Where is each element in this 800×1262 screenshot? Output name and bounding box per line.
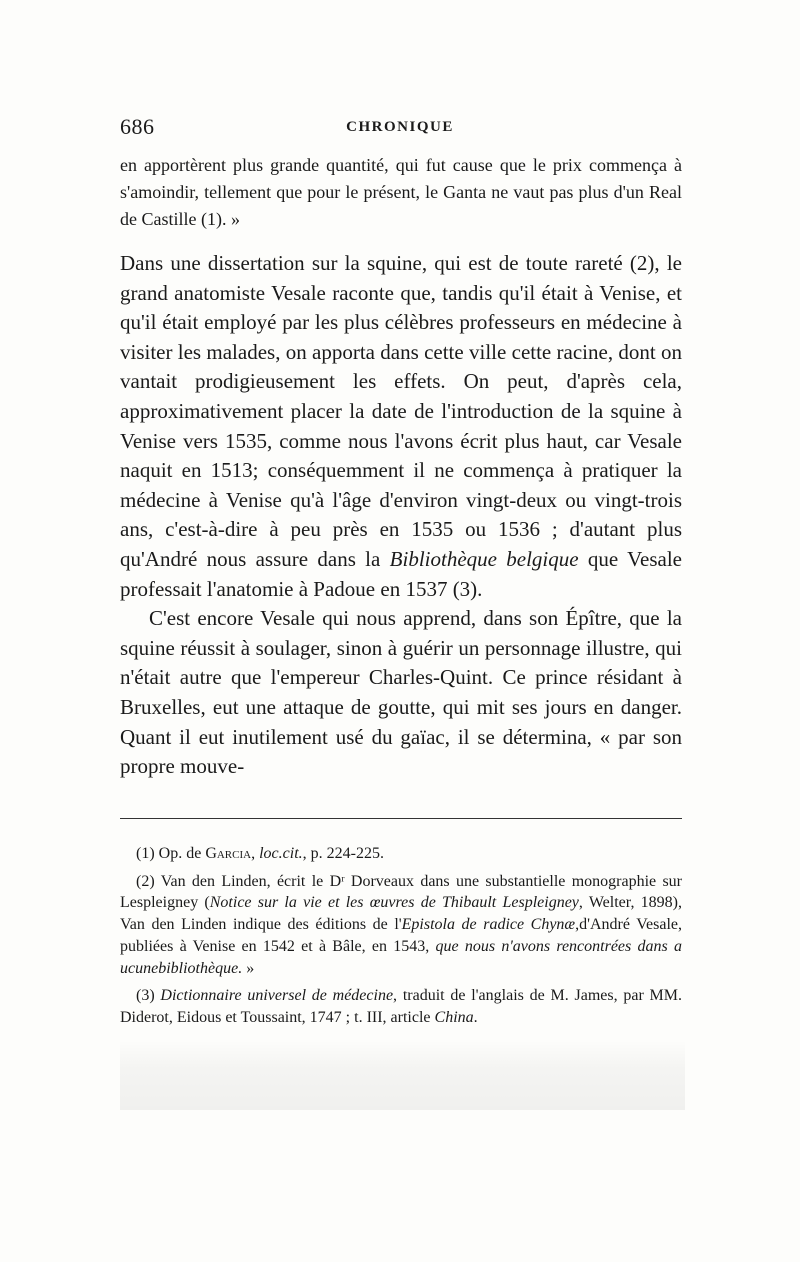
footnote-italic: Dictionnaire universel de médecine — [160, 987, 394, 1005]
footnote-text: , — [251, 845, 260, 862]
paragraph-text: Dans une dissertation sur la squine, qui est de toute rareté (2), le grand anatomiste Vesale raconte que, tandis qu'il était à Venise, et qu'il était employé par les plus célèbres professeurs en médecine à visiter les malades, on apporta dans cette ville cette racine, dont on vantait prodigieusement les effets. On peut, d'après cela, approximativement placer la date de l'introduction de la squine à Venise vers 1535, comme nous l'avons écrit plus haut, car Vesale naquit en 1513; conséquemment il ne commença à pratiquer la médecine à Venise qu'à l'âge d'environ vingt-deux ou vingt-trois ans, c'est-à-dire à peu près en 1535 ou 1536 ; d'autant plus qu'André nous assure dans la — [120, 251, 682, 571]
author-name: Garcia — [205, 845, 252, 862]
footnote-italic: Epistola de radice Chynæ — [401, 916, 576, 934]
scan-shading — [120, 1040, 685, 1110]
footnote-2 — [120, 871, 682, 980]
footnote-text: » — [242, 959, 255, 977]
footnote-text: (1) Op. de — [136, 845, 206, 862]
footnote-text: , Welter, 1898), Van den Linden indique des éditions de l' — [120, 894, 682, 934]
footnote-text: (3) — [136, 987, 161, 1005]
footnote-text: . — [473, 1008, 478, 1026]
footnote-text: , p. 224-225. — [302, 845, 384, 862]
footnote-3 — [120, 985, 682, 1028]
footnote-text: ,d'André Vesale, publiées à Venise en 1542 et à Bâle, en 1543, — [120, 916, 683, 955]
footnote-1 — [120, 843, 682, 865]
footnote-italic: Notice sur la vie et les œuvres de Thibault Lespleigney — [209, 894, 579, 912]
paragraph-vesale-venise — [120, 249, 682, 604]
book-title: Bibliothèque belgique — [389, 546, 579, 571]
page-header — [120, 114, 680, 144]
footnote-rule — [120, 818, 682, 819]
quote-paragraph: en apportèrent plus grande quantité, qui fut cause que le prix commença à s'amoindir, tellement que pour le présent, le Ganta ne vaut pas plus d'un Real de Castille (1). » — [120, 155, 682, 229]
footnote-italic: China — [434, 1008, 474, 1026]
footnote-italic: loc.cit. — [259, 845, 303, 862]
footnote-italic: que nous n'avons rencontrées dans a ucunebibliothèque. — [120, 937, 682, 977]
body-text — [120, 152, 682, 782]
paragraph-text: que Vesale professait l'anatomie à Padoue en 1537 (3). — [120, 546, 682, 601]
running-head: CHRONIQUE — [346, 119, 454, 135]
main-text — [120, 249, 682, 782]
footnote-text: , traduit de l'anglais de M. James, par MM. Diderot, Eidous et Toussaint, 1747 ; t. III, article — [120, 987, 682, 1026]
footnotes — [120, 843, 682, 1029]
page-number: 686 — [120, 114, 155, 139]
footnote-text: (2) Van den Linden, écrit le Dʳ Dorveaux dans une substantielle monographie sur Lespleigney ( — [120, 872, 682, 912]
paragraph-charles-quint: C'est encore Vesale qui nous apprend, dans son Épître, que la squine réussit à soulager, sinon à guérir un personnage illustre, qui n'était autre que l'empereur Charles-Quint. Ce prince résidant à Bruxelles, eut une attaque de goutte, qui mit ses jours en danger. Quant il eut inutilement usé du gaïac, il se détermina, « par son propre mouve- — [120, 606, 682, 779]
